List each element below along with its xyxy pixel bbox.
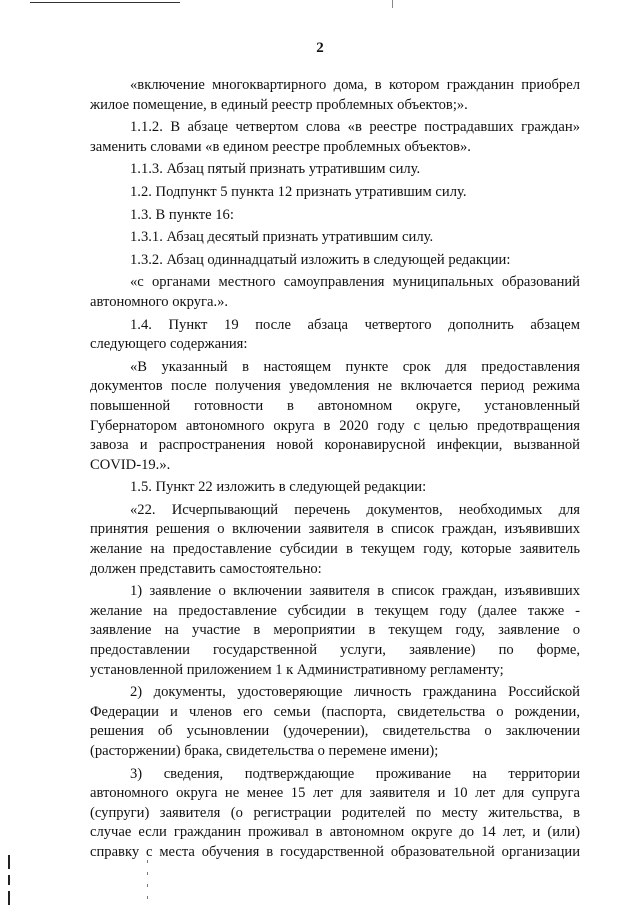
text-line: 1.5. Пункт 22 изложить в следующей редакции: <box>130 479 427 496</box>
text-line: 2) документы, удостоверяющие личность гражданина Российской <box>130 684 580 701</box>
text-line: автономного округа не менее 15 лет для заявителя и 10 лет для супруга <box>90 785 580 802</box>
document-body <box>90 76 580 863</box>
text-line: следующего содержания: <box>90 336 248 353</box>
text-line: (супруги) заявителя (о регистрации родителей по месту жительства, в <box>90 804 580 821</box>
text-line: 1.2. Подпункт 5 пункта 12 признать утратившим силу. <box>130 183 467 200</box>
text-line: жилое помещение, в единый реестр проблемных объектов;». <box>90 96 468 113</box>
text-line: 3) сведения, подтверждающие проживание на территории <box>130 765 580 782</box>
text-line: «В указанный в настоящем пункте срок для предоставления <box>130 358 580 375</box>
text-line: «включение многоквартирного дома, в котором гражданин приобрел <box>130 77 580 93</box>
page-number: 2 <box>316 40 324 56</box>
text-line: завоза и распространения новой коронавирусной инфекции, вызванной <box>90 437 580 454</box>
text-line: 1) заявление о включении заявителя в список граждан, изъявивших <box>130 583 580 600</box>
text-line: предоставлении государственной услуги, заявление) по форме, <box>90 642 580 659</box>
text-line: установленной приложением 1 к Административному регламенту; <box>90 661 504 678</box>
text-line: заменить словами «в едином реестре проблемных объектов». <box>90 138 471 155</box>
text-line: Федерации и членов его семьи (паспорта, свидетельства о рождении, <box>90 703 580 720</box>
text-line: решения об усыновлении (удочерении), свидетельства о заключении <box>90 723 580 740</box>
text-line: 1.1.2. В абзаце четвертом слова «в реестре пострадавших граждан» <box>130 119 580 136</box>
scan-specks <box>145 860 153 905</box>
text-line: повышенной готовности в автономном округе, установленный <box>90 397 580 414</box>
text-line: «с органами местного самоуправления муниципальных образований <box>130 274 580 291</box>
text-line: документов после получения уведомления не включается период режима <box>90 378 580 395</box>
scan-edge-line <box>30 2 180 3</box>
text-line: справку с места обучения в государственной образовательной организации <box>90 843 580 860</box>
text-line: принятия решения о включении заявителя в список граждан, изъявивших <box>90 521 580 538</box>
text-line: 1.4. Пункт 19 после абзаца четвертого дополнить абзацем <box>130 316 580 333</box>
text-line: случае если гражданин проживал в автономном округе до 14 лет, и (или) <box>90 824 580 841</box>
text-line: должен представить самостоятельно: <box>90 560 322 577</box>
text-line: автономного округа.». <box>90 293 229 310</box>
text-line: 1.1.3. Абзац пятый признать утратившим силу. <box>130 161 421 178</box>
text-line: (расторжении) брака, свидетельства о перемене имени); <box>90 743 439 759</box>
scan-binding-marks <box>8 845 11 905</box>
text-line: 1.3.2. Абзац одиннадцатый изложить в следующей редакции: <box>130 251 511 268</box>
text-line: «22. Исчерпывающий перечень документов, необходимых для <box>130 501 580 518</box>
text-line: Губернатором автономного округа в 2020 году с целью предотвращения <box>90 417 580 434</box>
text-line: 1.3. В пункте 16: <box>130 206 234 223</box>
scan-artifact-tick <box>392 0 393 8</box>
text-line: желание на предоставление субсидии в текущем году (далее также - <box>90 602 580 619</box>
text-line: COVID-19.». <box>90 456 171 473</box>
text-line: желание на предоставление субсидии в текущем году, которые заявитель <box>90 541 580 558</box>
text-line: 1.3.1. Абзац десятый признать утратившим силу. <box>130 229 434 246</box>
text-line: заявление на участие в мероприятии в текущем году, заявление о <box>90 622 580 639</box>
